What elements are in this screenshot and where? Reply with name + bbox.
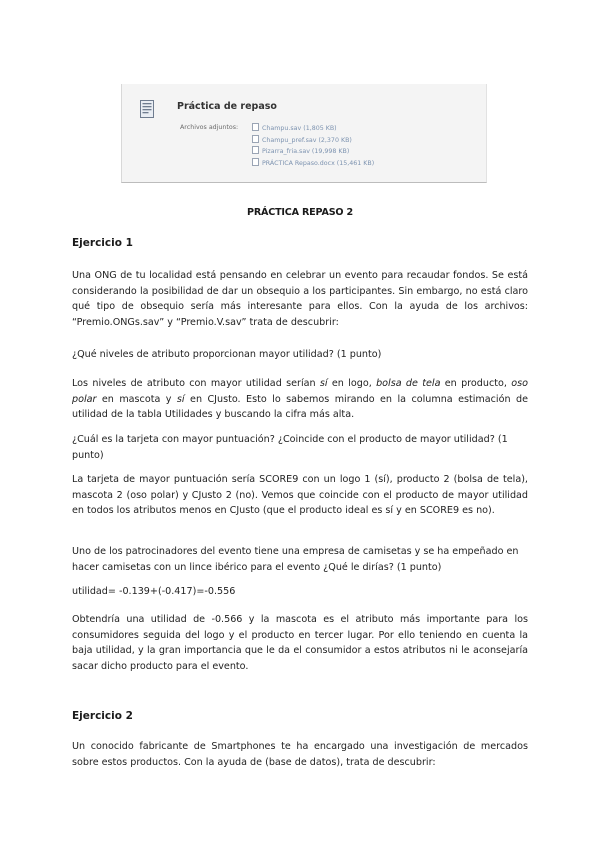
file-icon (252, 158, 259, 166)
answer-text: Los niveles de atributo con mayor utilidad serían (72, 378, 320, 389)
answer-3: Obtendría una utilidad de -0.566 y la mascota es el atributo más importante para los consumidores seguida del logo y el producto en tercer lugar. Por ello teniendo en cuenta la baja utilidad, y la gran importancia que le da el consumidor a estos atributos ni le aconsejaría sacar dicho producto para el evento. (72, 614, 528, 672)
utility-formula: utilidad= -0.139+(-0.417)=-0.556 (72, 586, 236, 597)
panel-title: Práctica de repaso (177, 101, 277, 112)
attachment-filename: PRÁCTICA Repaso.docx (15,461 KB) (262, 159, 375, 167)
attachment-link[interactable] (252, 146, 374, 158)
answer-1 (72, 376, 528, 423)
assignment-panel (121, 84, 487, 183)
question-1: ¿Qué niveles de atributo proporcionan mayor utilidad? (1 punto) (72, 349, 382, 360)
exercise-2-heading: Ejercicio 2 (72, 710, 133, 722)
exercise-1-intro: Una ONG de tu localidad está pensando en celebrar un evento para recaudar fondos. Se está considerando la posibilidad de dar un obsequio a los participantes. Sin embargo, no está claro qué tipo de obsequio sería más interesante para ellos. Con la ayuda de los archivos: “Premio.ONGs.sav” y “Premio.V.sav” trata de descubrir: (72, 270, 528, 328)
answer-2: La tarjeta de mayor puntuación sería SCORE9 con un logo 1 (sí), producto 2 (bolsa de tela), mascota 2 (oso polar) y CJusto 2 (no). Vemos que coincide con el producto de mayor utilidad en todos los atributos menos en CJusto (que el producto ideal es sí y en SCORE9 es no). (72, 474, 528, 516)
attachment-link[interactable] (252, 123, 374, 135)
answer-text: en producto, (440, 378, 512, 389)
attachments-label: Archivos adjuntos: (180, 124, 239, 131)
answer-emphasis: oso polar (72, 378, 528, 405)
exercise-1-heading: Ejercicio 1 (72, 237, 133, 249)
answer-text: en logo, (327, 378, 377, 389)
attachment-filename: Champu_pref.sav (2,370 KB) (262, 136, 352, 144)
answer-emphasis: sí (319, 378, 328, 389)
file-icon (252, 135, 259, 143)
document-title: PRÁCTICA REPASO 2 (246, 207, 353, 218)
answer-text: en mascota y (96, 393, 177, 405)
attachment-list (252, 123, 374, 169)
file-icon (252, 146, 259, 154)
answer-emphasis: sí (176, 393, 185, 405)
attachment-filename: Pizarra_fria.sav (19,998 KB) (262, 148, 350, 155)
question-2: ¿Cuál es la tarjeta con mayor puntuación? ¿Coincide con el producto de mayor utilidad? (1 punto) (72, 434, 508, 461)
file-icon (252, 123, 259, 131)
question-3: Uno de los patrocinadores del evento tiene una empresa de camisetas y se ha empeñado en hacer camisetas con un lince ibérico para el evento ¿Qué le dirías? (1 punto) (72, 546, 519, 573)
attachment-link[interactable] (252, 158, 374, 170)
answer-emphasis: bolsa de tela (376, 378, 441, 389)
attachment-filename: Champu.sav (1,805 KB) (262, 125, 337, 132)
answer-text: en CJusto. Esto lo sabemos mirando en la columna estimación de utilidad de la tabla Utilidades y buscando la cifra más alta. (72, 393, 528, 420)
exercise-2-intro: Un conocido fabricante de Smartphones te ha encargado una investigación de mercados sobre estos productos. Con la ayuda de (base de datos), trata de descubrir: (72, 741, 528, 768)
document-icon (140, 100, 154, 118)
attachment-link[interactable] (252, 135, 374, 147)
